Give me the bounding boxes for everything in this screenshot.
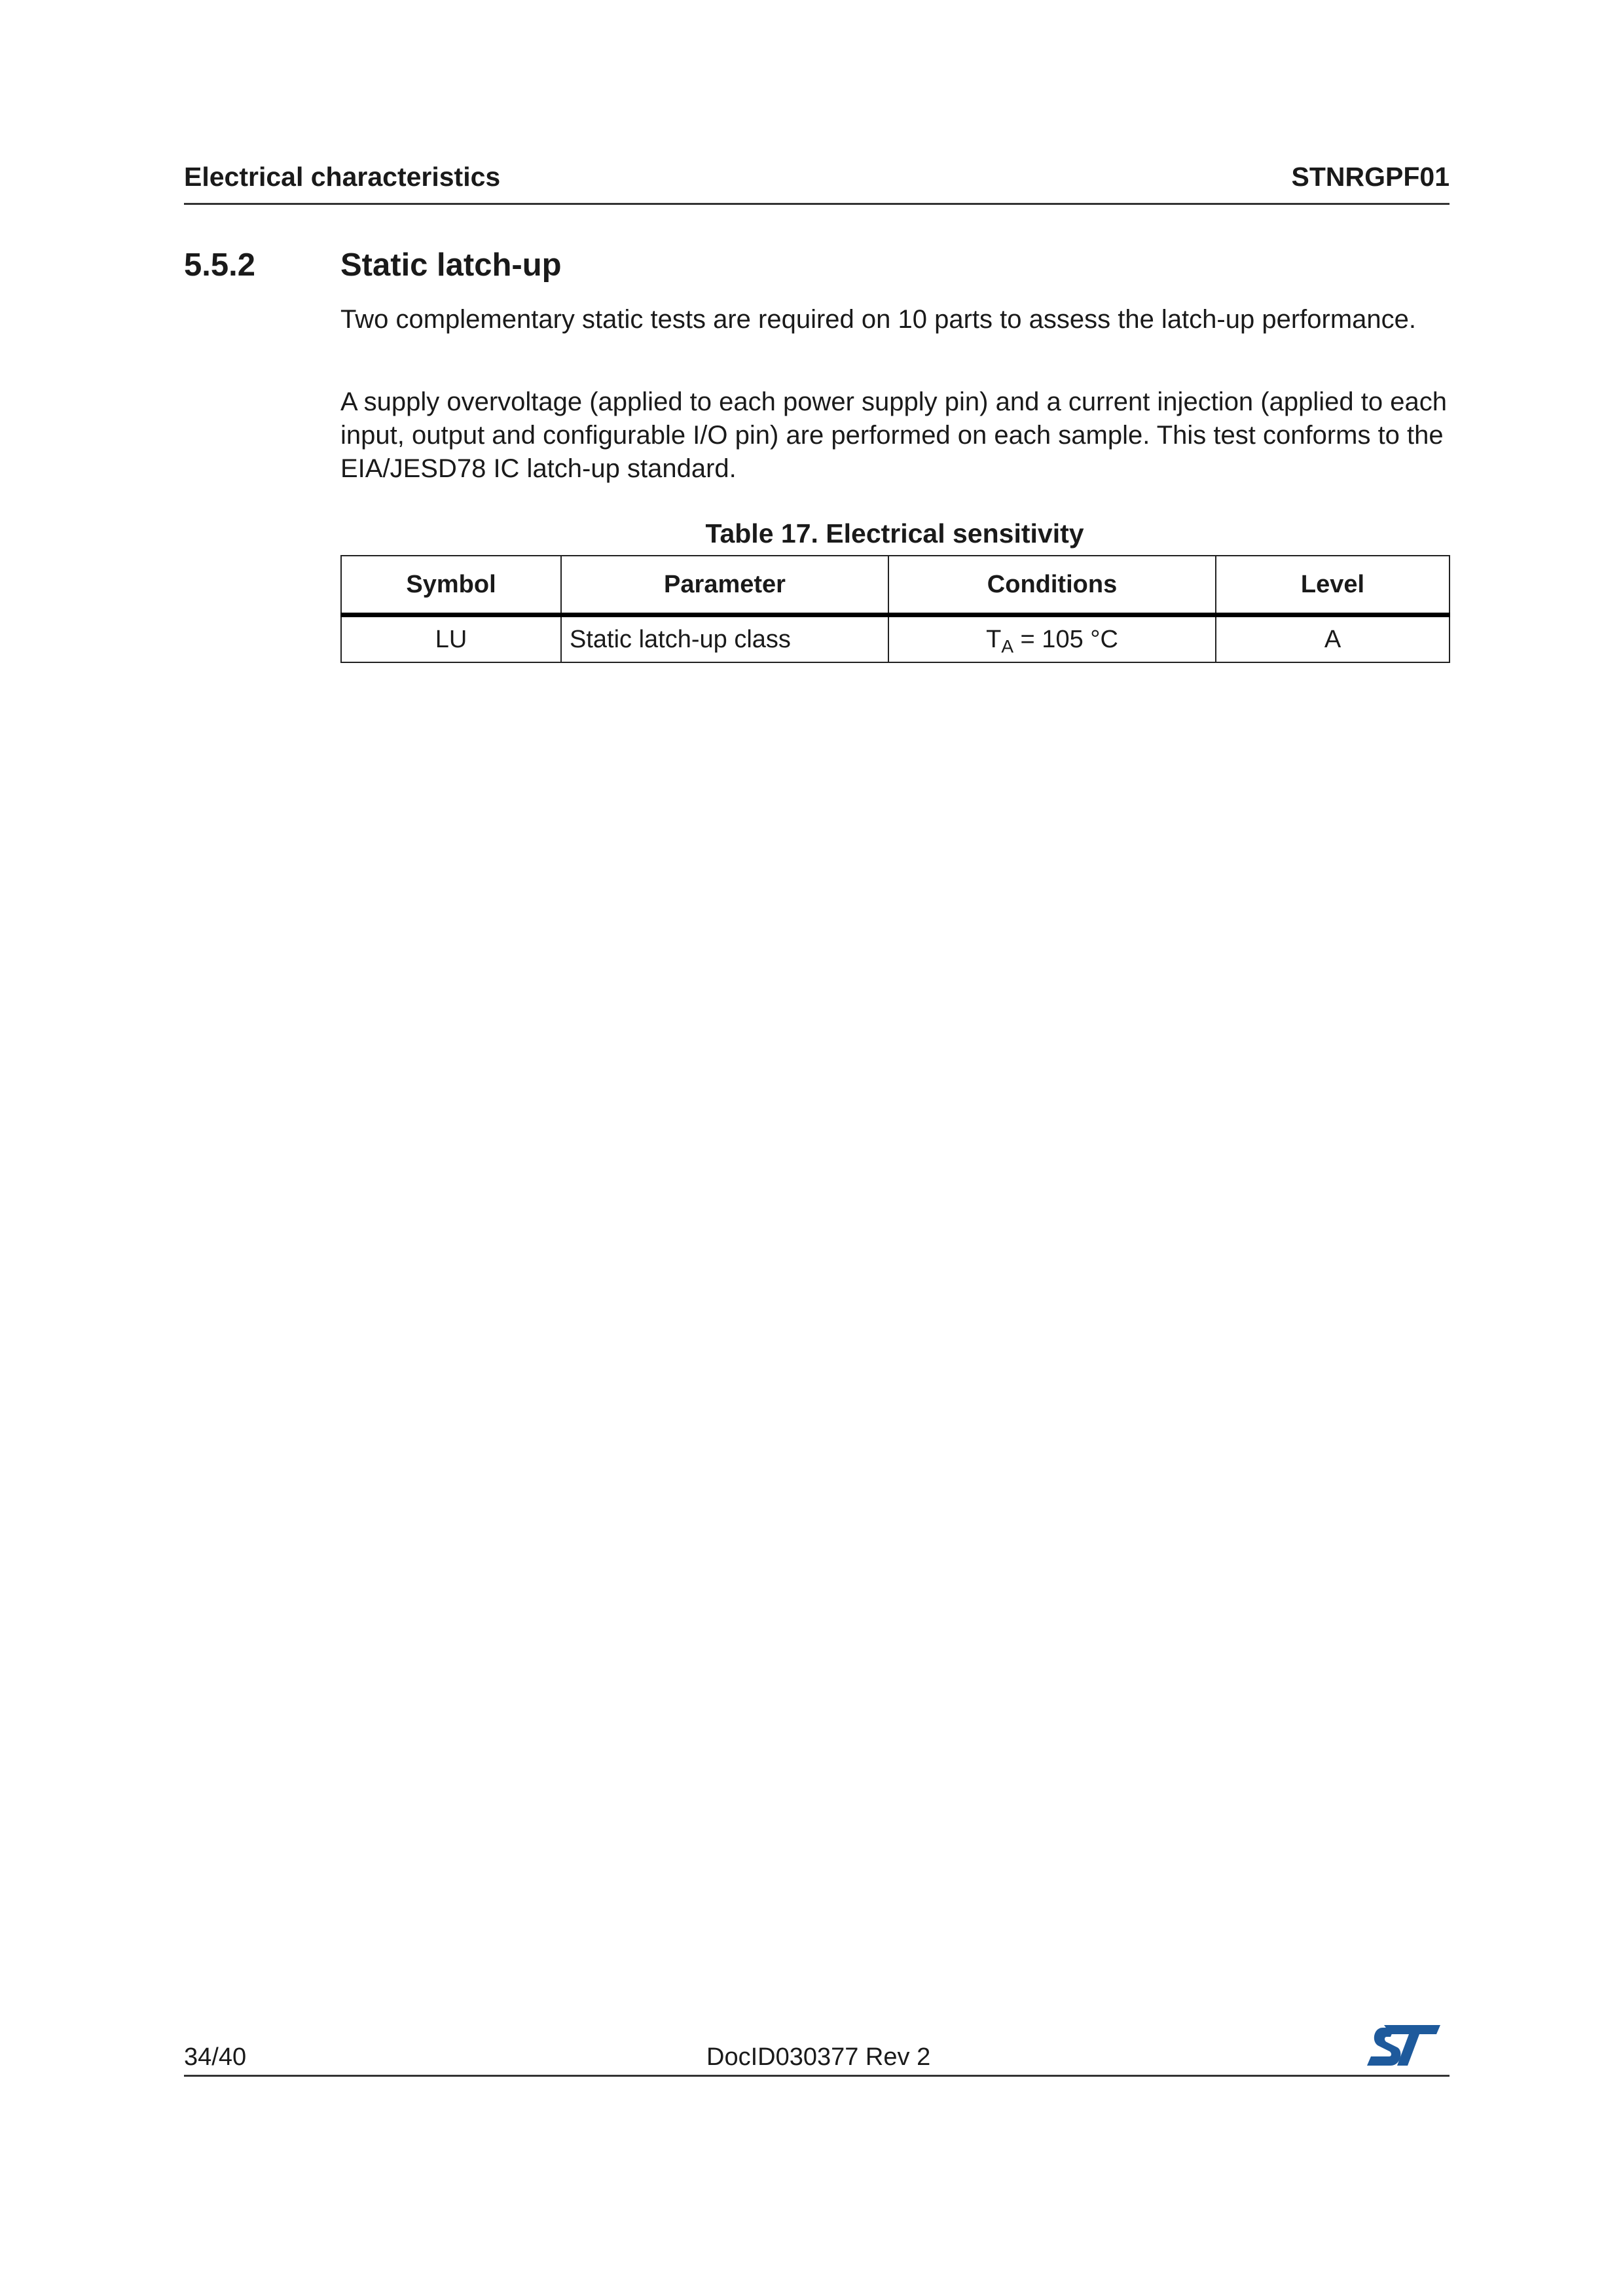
column-header-symbol: Symbol <box>341 556 561 615</box>
cell-parameter: Static latch-up class <box>561 615 888 663</box>
condition-variable: T <box>986 625 1002 653</box>
table-header-row <box>341 556 1450 615</box>
cell-conditions <box>888 615 1216 663</box>
page-header <box>184 160 1450 205</box>
footer-doc-id: DocID030377 Rev 2 <box>706 2043 931 2071</box>
header-product-name: STNRGPF01 <box>1291 162 1450 192</box>
page-footer <box>184 2016 1450 2077</box>
column-header-parameter: Parameter <box>561 556 888 615</box>
header-section-name: Electrical characteristics <box>184 162 501 192</box>
body-paragraph-1: Two complementary static tests are required on 10 parts to assess the latch-up performance. <box>340 305 1417 334</box>
body-paragraph-2: A supply overvoltage (applied to each power supply pin) and a current injection (applied to each input, output and configurable I/O pin) are performed on each sample. This test conforms to the EIA/JESD78 IC latch-up standard. <box>340 387 1447 483</box>
footer-page-number: 34/40 <box>184 2043 247 2071</box>
condition-subscript: A <box>1001 636 1013 656</box>
column-header-conditions: Conditions <box>888 556 1216 615</box>
table-caption: Table 17. Electrical sensitivity <box>705 518 1084 548</box>
cell-symbol: LU <box>341 615 561 663</box>
condition-value: = 105 °C <box>1013 625 1118 653</box>
column-header-level: Level <box>1216 556 1450 615</box>
cell-level: A <box>1216 615 1450 663</box>
electrical-sensitivity-table <box>340 555 1450 663</box>
section-title: Static latch-up <box>340 247 562 283</box>
st-logo-icon <box>1364 2022 1443 2068</box>
section-number: 5.5.2 <box>184 247 255 283</box>
table-row <box>341 615 1450 663</box>
